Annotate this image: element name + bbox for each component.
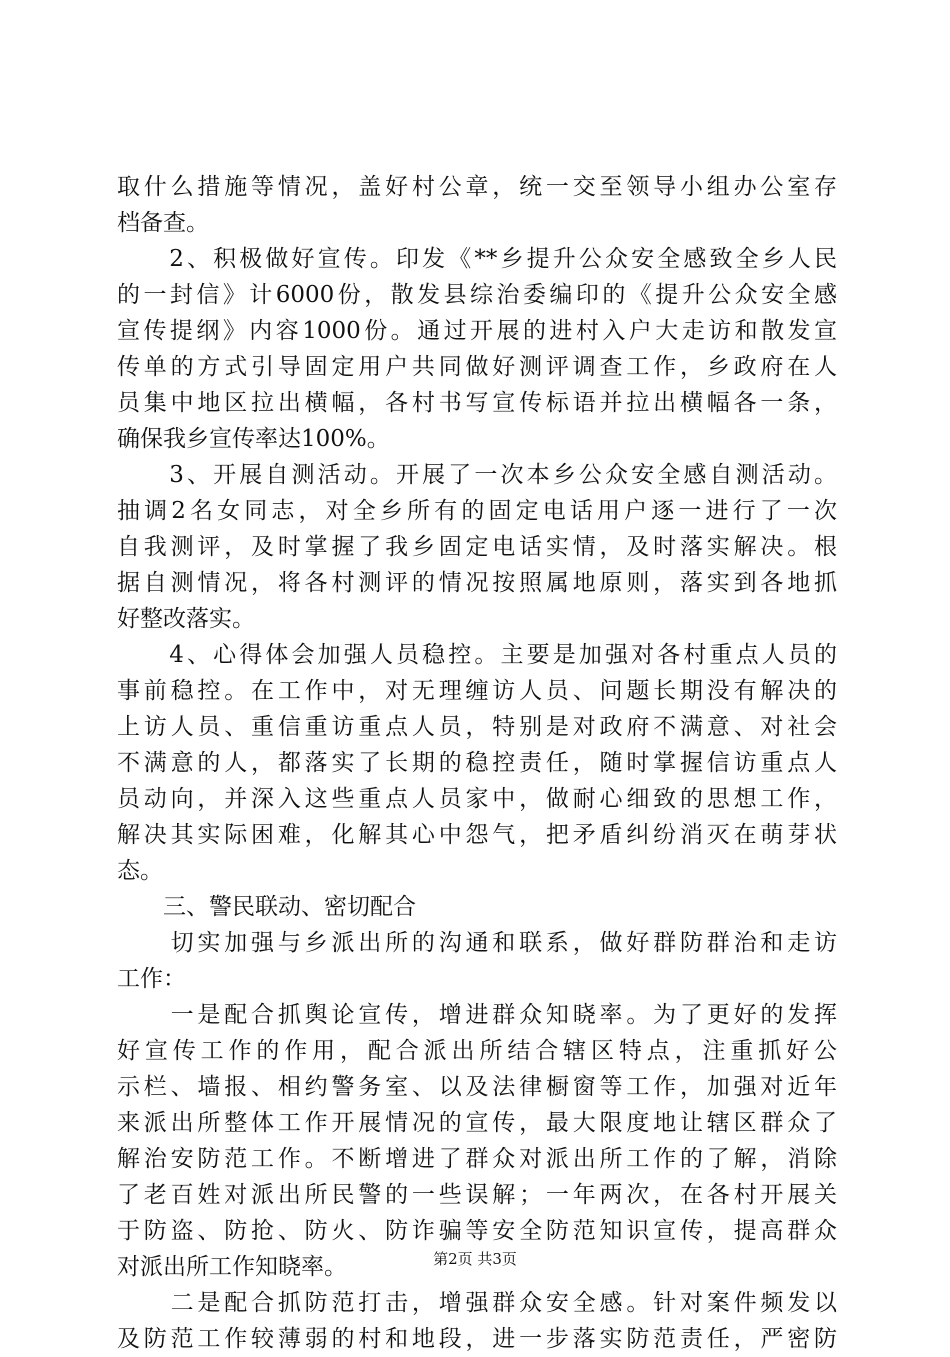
text-line: 示栏、墙报、相约警务室、以及法律橱窗等工作，加强对近年	[117, 1074, 837, 1100]
text-line: 确保我乡宣传率达100%。	[117, 426, 390, 452]
text-line: 态。	[117, 858, 163, 884]
text-line: 的一封信》计6000份，散发县综治委编印的《提升公众安全感	[117, 282, 837, 308]
text-line: 工作：	[117, 966, 186, 992]
text-line: 2、积极做好宣传。印发《**乡提升公众安全感致全乡人民	[117, 246, 837, 272]
text-line: 切实加强与乡派出所的沟通和联系，做好群防群治和走访	[117, 930, 837, 956]
text-line: 3、开展自测活动。开展了一次本乡公众安全感自测活动。	[117, 462, 837, 488]
text-line: 好整改落实。	[117, 606, 255, 632]
text-line: 传单的方式引导固定用户共同做好测评调查工作，乡政府在人	[117, 354, 837, 380]
text-line: 对派出所工作知晓率。	[117, 1254, 347, 1280]
text-line: 员集中地区拉出横幅，各村书写宣传标语并拉出横幅各一条，	[117, 390, 837, 416]
text-line: 三、警民联动、密切配合	[117, 894, 416, 920]
text-line: 二是配合抓防范打击，增强群众安全感。针对案件频发以	[117, 1290, 837, 1316]
text-line: 不满意的人，都落实了长期的稳控责任，随时掌握信访重点人	[117, 750, 837, 776]
text-line: 了老百姓对派出所民警的一些误解；一年两次，在各村开展关	[117, 1182, 837, 1208]
text-line: 宣传提纲》内容1000份。通过开展的进村入户大走访和散发宣	[117, 318, 837, 344]
text-line: 员动向，并深入这些重点人员家中，做耐心细致的思想工作，	[117, 786, 837, 812]
text-line: 一是配合抓舆论宣传，增进群众知晓率。为了更好的发挥	[117, 1002, 837, 1028]
document-body	[117, 169, 837, 1357]
text-line: 据自测情况，将各村测评的情况按照属地原则，落实到各地抓	[117, 570, 837, 596]
text-line: 于防盗、防抢、防火、防诈骗等安全防范知识宣传，提高群众	[117, 1218, 837, 1244]
text-line: 事前稳控。在工作中，对无理缠访人员、问题长期没有解决的	[117, 678, 837, 704]
text-line: 好宣传工作的作用，配合派出所结合辖区特点，注重抓好公	[117, 1038, 837, 1064]
text-line: 抽调2名女同志，对全乡所有的固定电话用户逐一进行了一次	[117, 498, 837, 524]
text-line: 4、心得体会加强人员稳控。主要是加强对各村重点人员的	[117, 642, 837, 668]
text-line: 取什么措施等情况，盖好村公章，统一交至领导小组办公室存	[117, 174, 837, 200]
text-line: 及防范工作较薄弱的村和地段，进一步落实防范责任，严密防	[117, 1326, 837, 1352]
page-footer: 第2页 共3页	[433, 1250, 517, 1268]
text-line: 档备查。	[117, 210, 209, 236]
text-line: 解治安防范工作。不断增进了群众对派出所工作的了解，消除	[117, 1146, 837, 1172]
text-line: 来派出所整体工作开展情况的宣传，最大限度地让辖区群众了	[117, 1110, 837, 1136]
text-line: 上访人员、重信重访重点人员，特别是对政府不满意、对社会	[117, 714, 837, 740]
text-line: 自我测评，及时掌握了我乡固定电话实情，及时落实解决。根	[117, 534, 837, 560]
text-line: 解决其实际困难，化解其心中怨气，把矛盾纠纷消灭在萌芽状	[117, 822, 837, 848]
